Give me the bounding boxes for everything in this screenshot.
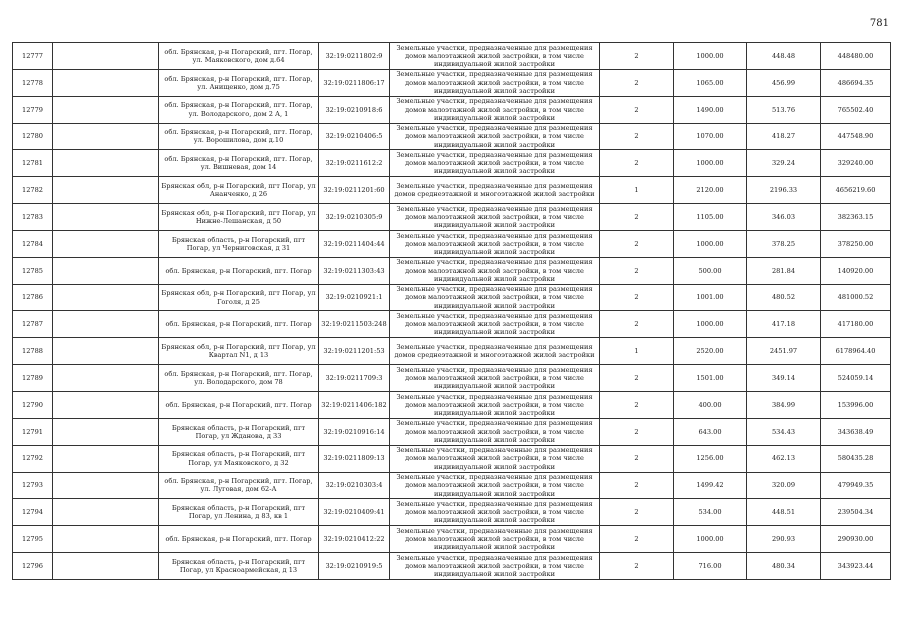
- address-cell: Брянская область, р-н Погарский, пгт Погар, ул Жданова, д 33: [159, 418, 319, 445]
- cadastral-value-cell: 239504.34: [821, 499, 891, 526]
- unit-price-cell: 513.76: [747, 96, 821, 123]
- cadastral-number-cell: 32:19:0210921:1: [319, 284, 390, 311]
- table-row: [13, 445, 891, 472]
- land-use-cell: Земельные участки, предназначенные для размещения домов малоэтажной жилой застройки, в том числе индивидуальной жилой застройки: [390, 284, 600, 311]
- empty-cell: [53, 204, 159, 231]
- address-cell: Брянская обл, р-н Погарский, пгт Погар, ул Квартал N1, д 13: [159, 338, 319, 365]
- empty-cell: [53, 257, 159, 284]
- cadastral-number-cell: 32:19:0211802:9: [319, 43, 390, 70]
- cadastral-number-cell: 32:19:0211709:3: [319, 365, 390, 392]
- table-row: [13, 123, 891, 150]
- table-row: [13, 43, 891, 70]
- cadastral-value-cell: 524059.14: [821, 365, 891, 392]
- cadastral-value-cell: 580435.28: [821, 445, 891, 472]
- empty-cell: [53, 311, 159, 338]
- area-cell: 643.00: [674, 418, 747, 445]
- cadastral-number-cell: 32:19:0211303:43: [319, 257, 390, 284]
- address-cell: обл. Брянская, р-н Погарский, пгт. Погар, ул. Ворошилова, дом д.10: [159, 123, 319, 150]
- address-cell: Брянская область, р-н Погарский, пгт Погар, ул Красноармейская, д 13: [159, 553, 319, 580]
- land-use-cell: Земельные участки, предназначенные для размещения домов малоэтажной жилой застройки, в том числе индивидуальной жилой застройки: [390, 43, 600, 70]
- row-number: 12782: [13, 177, 53, 204]
- address-cell: обл. Брянская, р-н Погарский, пгт. Погар, ул. Анищенко, дом д.75: [159, 69, 319, 96]
- empty-cell: [53, 123, 159, 150]
- address-cell: Брянская область, р-н Погарский, пгт Погар, ул Маяковского, д 32: [159, 445, 319, 472]
- cadastral-value-cell: 343638.49: [821, 418, 891, 445]
- address-cell: обл. Брянская, р-н Погарский, пгт. Погар, ул. Вишневая, дом 14: [159, 150, 319, 177]
- cadastral-number-cell: 32:19:0210409:41: [319, 499, 390, 526]
- unit-price-cell: 456.99: [747, 69, 821, 96]
- row-number: 12777: [13, 43, 53, 70]
- row-number: 12788: [13, 338, 53, 365]
- unit-price-cell: 2451.97: [747, 338, 821, 365]
- address-cell: Брянская область, р-н Погарский, пгт Погар, ул Ленина, д 83, кв 1: [159, 499, 319, 526]
- address-cell: обл. Брянская, р-н Погарский, пгт. Погар, ул. Володарского, дом 78: [159, 365, 319, 392]
- cadastral-value-cell: 6178964.40: [821, 338, 891, 365]
- cadastral-value-cell: 448480.00: [821, 43, 891, 70]
- category-cell: 2: [600, 150, 674, 177]
- cadastral-number-cell: 32:19:0211612:2: [319, 150, 390, 177]
- cadastral-number-cell: 32:19:0210303:4: [319, 472, 390, 499]
- cadastral-value-cell: 417180.00: [821, 311, 891, 338]
- category-cell: 2: [600, 445, 674, 472]
- area-cell: 1490.00: [674, 96, 747, 123]
- land-registry-table: [12, 42, 891, 580]
- address-cell: обл. Брянская, р-н Погарский, пгт. Погар, ул. Луговая, дом 62-А: [159, 472, 319, 499]
- category-cell: 2: [600, 553, 674, 580]
- land-use-cell: Земельные участки, предназначенные для размещения домов малоэтажной жилой застройки, в том числе индивидуальной жилой застройки: [390, 204, 600, 231]
- category-cell: 2: [600, 499, 674, 526]
- cadastral-value-cell: 447548.90: [821, 123, 891, 150]
- unit-price-cell: 329.24: [747, 150, 821, 177]
- category-cell: 2: [600, 204, 674, 231]
- area-cell: 1501.00: [674, 365, 747, 392]
- address-cell: Брянская область, р-н Погарский, пгт Погар, ул Черниговская, д 31: [159, 230, 319, 257]
- row-number: 12792: [13, 445, 53, 472]
- area-cell: 1499.42: [674, 472, 747, 499]
- table-row: [13, 230, 891, 257]
- empty-cell: [53, 177, 159, 204]
- category-cell: 2: [600, 311, 674, 338]
- row-number: 12794: [13, 499, 53, 526]
- cadastral-value-cell: 765502.40: [821, 96, 891, 123]
- category-cell: 2: [600, 123, 674, 150]
- land-use-cell: Земельные участки, предназначенные для размещения домов малоэтажной жилой застройки, в том числе индивидуальной жилой застройки: [390, 230, 600, 257]
- area-cell: 1105.00: [674, 204, 747, 231]
- cadastral-value-cell: 486694.35: [821, 69, 891, 96]
- category-cell: 2: [600, 365, 674, 392]
- unit-price-cell: 2196.33: [747, 177, 821, 204]
- row-number: 12781: [13, 150, 53, 177]
- row-number: 12780: [13, 123, 53, 150]
- land-use-cell: Земельные участки, предназначенные для размещения домов малоэтажной жилой застройки, в том числе индивидуальной жилой застройки: [390, 69, 600, 96]
- area-cell: 1070.00: [674, 123, 747, 150]
- unit-price-cell: 417.18: [747, 311, 821, 338]
- table-row: [13, 150, 891, 177]
- row-number: 12786: [13, 284, 53, 311]
- row-number: 12795: [13, 526, 53, 553]
- land-use-cell: Земельные участки, предназначенные для размещения домов малоэтажной жилой застройки, в том числе индивидуальной жилой застройки: [390, 445, 600, 472]
- row-number: 12790: [13, 391, 53, 418]
- cadastral-value-cell: 343923.44: [821, 553, 891, 580]
- category-cell: 2: [600, 391, 674, 418]
- cadastral-value-cell: 378250.00: [821, 230, 891, 257]
- unit-price-cell: 384.99: [747, 391, 821, 418]
- cadastral-number-cell: 32:19:0211503:248: [319, 311, 390, 338]
- area-cell: 1001.00: [674, 284, 747, 311]
- table-row: [13, 472, 891, 499]
- land-use-cell: Земельные участки, предназначенные для размещения домов малоэтажной жилой застройки, в том числе индивидуальной жилой застройки: [390, 526, 600, 553]
- table-row: [13, 391, 891, 418]
- category-cell: 1: [600, 177, 674, 204]
- table-row: [13, 96, 891, 123]
- land-use-cell: Земельные участки, предназначенные для размещения домов малоэтажной жилой застройки, в том числе индивидуальной жилой застройки: [390, 311, 600, 338]
- table-row: [13, 204, 891, 231]
- unit-price-cell: 462.13: [747, 445, 821, 472]
- empty-cell: [53, 69, 159, 96]
- empty-cell: [53, 499, 159, 526]
- cadastral-number-cell: 32:19:0210412:22: [319, 526, 390, 553]
- cadastral-number-cell: 32:19:0211201:60: [319, 177, 390, 204]
- land-use-cell: Земельные участки, предназначенные для размещения домов малоэтажной жилой застройки, в том числе индивидуальной жилой застройки: [390, 418, 600, 445]
- table-row: [13, 257, 891, 284]
- cadastral-value-cell: 140920.00: [821, 257, 891, 284]
- land-use-cell: Земельные участки, предназначенные для размещения домов малоэтажной жилой застройки, в том числе индивидуальной жилой застройки: [390, 553, 600, 580]
- category-cell: 1: [600, 338, 674, 365]
- category-cell: 2: [600, 526, 674, 553]
- row-number: 12785: [13, 257, 53, 284]
- table-row: [13, 418, 891, 445]
- category-cell: 2: [600, 43, 674, 70]
- address-cell: Брянская обл, р-н Погарский, пгт Погар, ул Ананченко, д 26: [159, 177, 319, 204]
- cadastral-number-cell: 32:19:0211406:182: [319, 391, 390, 418]
- unit-price-cell: 281.84: [747, 257, 821, 284]
- row-number: 12789: [13, 365, 53, 392]
- unit-price-cell: 534.43: [747, 418, 821, 445]
- cadastral-number-cell: 32:19:0211806:17: [319, 69, 390, 96]
- category-cell: 2: [600, 230, 674, 257]
- area-cell: 500.00: [674, 257, 747, 284]
- table-row: [13, 311, 891, 338]
- area-cell: 400.00: [674, 391, 747, 418]
- area-cell: 534.00: [674, 499, 747, 526]
- row-number: 12791: [13, 418, 53, 445]
- page-number: 781: [869, 18, 889, 29]
- category-cell: 2: [600, 472, 674, 499]
- empty-cell: [53, 365, 159, 392]
- empty-cell: [53, 150, 159, 177]
- category-cell: 2: [600, 284, 674, 311]
- unit-price-cell: 349.14: [747, 365, 821, 392]
- cadastral-value-cell: 153996.00: [821, 391, 891, 418]
- cadastral-value-cell: 4656219.60: [821, 177, 891, 204]
- area-cell: 2120.00: [674, 177, 747, 204]
- unit-price-cell: 378.25: [747, 230, 821, 257]
- empty-cell: [53, 96, 159, 123]
- address-cell: обл. Брянская, р-н Погарский, пгт. Погар: [159, 257, 319, 284]
- category-cell: 2: [600, 69, 674, 96]
- land-use-cell: Земельные участки, предназначенные для размещения домов малоэтажной жилой застройки, в том числе индивидуальной жилой застройки: [390, 365, 600, 392]
- cadastral-value-cell: 481000.52: [821, 284, 891, 311]
- cadastral-number-cell: 32:19:0210305:9: [319, 204, 390, 231]
- land-use-cell: Земельные участки, предназначенные для размещения домов малоэтажной жилой застройки, в том числе индивидуальной жилой застройки: [390, 472, 600, 499]
- cadastral-number-cell: 32:19:0210406:5: [319, 123, 390, 150]
- unit-price-cell: 320.09: [747, 472, 821, 499]
- empty-cell: [53, 391, 159, 418]
- row-number: 12796: [13, 553, 53, 580]
- area-cell: 1000.00: [674, 43, 747, 70]
- land-use-cell: Земельные участки, предназначенные для размещения домов малоэтажной жилой застройки, в том числе индивидуальной жилой застройки: [390, 391, 600, 418]
- land-use-cell: Земельные участки, предназначенные для размещения домов малоэтажной жилой застройки, в том числе индивидуальной жилой застройки: [390, 150, 600, 177]
- table-row: [13, 553, 891, 580]
- cadastral-number-cell: 32:19:0211809:13: [319, 445, 390, 472]
- empty-cell: [53, 284, 159, 311]
- empty-cell: [53, 526, 159, 553]
- table-row: [13, 69, 891, 96]
- area-cell: 1065.00: [674, 69, 747, 96]
- cadastral-number-cell: 32:19:0210919:5: [319, 553, 390, 580]
- table-row: [13, 499, 891, 526]
- unit-price-cell: 480.34: [747, 553, 821, 580]
- empty-cell: [53, 418, 159, 445]
- unit-price-cell: 290.93: [747, 526, 821, 553]
- address-cell: Брянская обл, р-н Погарский, пгт Погар, ул Гоголя, д 25: [159, 284, 319, 311]
- cadastral-number-cell: 32:19:0210918:6: [319, 96, 390, 123]
- empty-cell: [53, 230, 159, 257]
- address-cell: обл. Брянская, р-н Погарский, пгт. Погар, ул. Володарского, дом 2 А, 1: [159, 96, 319, 123]
- unit-price-cell: 346.03: [747, 204, 821, 231]
- address-cell: обл. Брянская, р-н Погарский, пгт. Погар: [159, 391, 319, 418]
- area-cell: 716.00: [674, 553, 747, 580]
- land-use-cell: Земельные участки, предназначенные для размещения домов малоэтажной жилой застройки, в том числе индивидуальной жилой застройки: [390, 257, 600, 284]
- area-cell: 1000.00: [674, 526, 747, 553]
- land-use-cell: Земельные участки, предназначенные для размещения домов малоэтажной жилой застройки, в том числе индивидуальной жилой застройки: [390, 96, 600, 123]
- empty-cell: [53, 338, 159, 365]
- empty-cell: [53, 472, 159, 499]
- cadastral-value-cell: 290930.00: [821, 526, 891, 553]
- category-cell: 2: [600, 96, 674, 123]
- unit-price-cell: 418.27: [747, 123, 821, 150]
- unit-price-cell: 448.48: [747, 43, 821, 70]
- address-cell: обл. Брянская, р-н Погарский, пгт. Погар: [159, 311, 319, 338]
- address-cell: обл. Брянская, р-н Погарский, пгт. Погар, ул. Маяковского, дом д.64: [159, 43, 319, 70]
- row-number: 12779: [13, 96, 53, 123]
- land-use-cell: Земельные участки, предназначенные для размещения домов малоэтажной жилой застройки, в том числе индивидуальной жилой застройки: [390, 499, 600, 526]
- row-number: 12787: [13, 311, 53, 338]
- category-cell: 2: [600, 418, 674, 445]
- cadastral-value-cell: 382363.15: [821, 204, 891, 231]
- cadastral-number-cell: 32:19:0211404:44: [319, 230, 390, 257]
- empty-cell: [53, 553, 159, 580]
- cadastral-value-cell: 479949.35: [821, 472, 891, 499]
- table-row: [13, 526, 891, 553]
- row-number: 12783: [13, 204, 53, 231]
- cadastral-number-cell: 32:19:0211201:53: [319, 338, 390, 365]
- cadastral-value-cell: 329240.00: [821, 150, 891, 177]
- table-row: [13, 284, 891, 311]
- empty-cell: [53, 43, 159, 70]
- row-number: 12793: [13, 472, 53, 499]
- area-cell: 1000.00: [674, 311, 747, 338]
- unit-price-cell: 480.52: [747, 284, 821, 311]
- area-cell: 1256.00: [674, 445, 747, 472]
- area-cell: 1000.00: [674, 230, 747, 257]
- address-cell: Брянская обл, р-н Погарский, пгт Погар, ул Нижне-Лешанская, д 50: [159, 204, 319, 231]
- land-use-cell: Земельные участки, предназначенные для размещения домов среднеэтажной и многоэтажной жилой застройки: [390, 177, 600, 204]
- row-number: 12784: [13, 230, 53, 257]
- table-row: [13, 338, 891, 365]
- category-cell: 2: [600, 257, 674, 284]
- land-use-cell: Земельные участки, предназначенные для размещения домов среднеэтажной и многоэтажной жилой застройки: [390, 338, 600, 365]
- unit-price-cell: 448.51: [747, 499, 821, 526]
- land-use-cell: Земельные участки, предназначенные для размещения домов малоэтажной жилой застройки, в том числе индивидуальной жилой застройки: [390, 123, 600, 150]
- cadastral-number-cell: 32:19:0210916:14: [319, 418, 390, 445]
- row-number: 12778: [13, 69, 53, 96]
- table-row: [13, 177, 891, 204]
- address-cell: обл. Брянская, р-н Погарский, пгт. Погар: [159, 526, 319, 553]
- empty-cell: [53, 445, 159, 472]
- area-cell: 1000.00: [674, 150, 747, 177]
- table-row: [13, 365, 891, 392]
- area-cell: 2520.00: [674, 338, 747, 365]
